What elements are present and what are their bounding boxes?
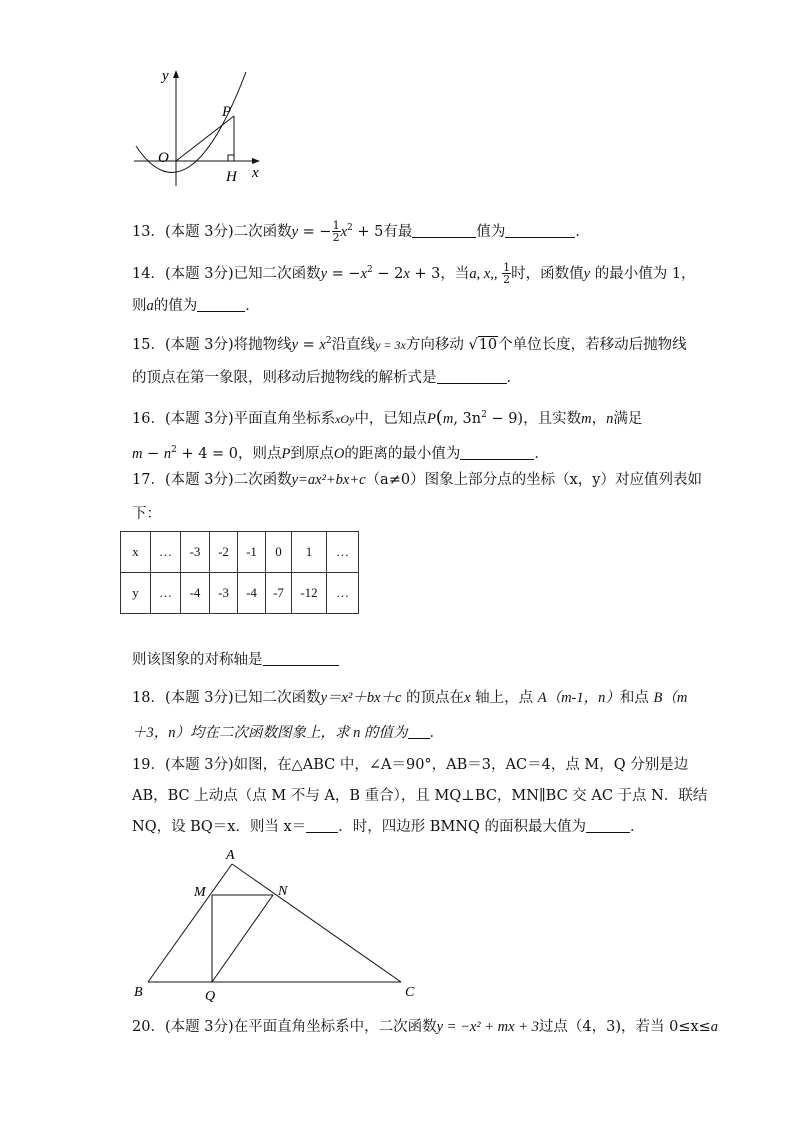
question-19-line-2: AB，BC 上动点（点 M 不与 A，B 重合），且 MQ⊥BC，MN∥BC 交 AC 于点 N．联结 bbox=[132, 788, 708, 804]
question-13: 13．(本题 3分)二次函数y = − $\frac{1}{2}$ $x^2 + 5$有最 值为 ． bbox=[132, 219, 590, 245]
value-table bbox=[120, 531, 359, 614]
table-cell: x bbox=[121, 532, 151, 573]
parabola-curve bbox=[136, 72, 246, 172]
label-a: A bbox=[226, 848, 235, 863]
label-m: M bbox=[194, 885, 206, 900]
table-cell: -4 bbox=[238, 573, 266, 614]
label-b: B bbox=[134, 985, 143, 1000]
x-axis-arrow bbox=[252, 158, 260, 164]
segment-op bbox=[176, 116, 234, 161]
table-cell: … bbox=[151, 573, 181, 614]
label-y: y bbox=[162, 68, 169, 84]
question-19-line-3: NQ，设 BQ＝x．则当 x＝ ．时，四边形 BMNQ 的面积最大值为 ． bbox=[132, 819, 645, 835]
label-q: Q bbox=[205, 989, 216, 1004]
question-14-line-1: 14．(本题 3分)已知二次函数$y = -x^2 - 2x + 3$，当a, x,, $\frac{1}{2}$ 时，函数值y 的最小值为 1， bbox=[132, 261, 696, 287]
question-14-line-2: 则a的值为 ． bbox=[132, 298, 260, 314]
label-x: x bbox=[252, 165, 259, 181]
fraction-half: $\frac{1}{2}$ bbox=[332, 219, 340, 245]
fraction-half: $\frac{1}{2}$ bbox=[503, 261, 511, 287]
table-row bbox=[121, 532, 359, 573]
edge-ac bbox=[232, 864, 401, 982]
question-16-line-2: $m - n^2 + 4 = 0$，则点P到原点O的距离的最小值为 ． bbox=[132, 445, 549, 462]
segment-nq bbox=[212, 895, 273, 982]
question-20: 20．(本题 3分)在平面直角坐标系中，二次函数y = −x² + mx + 3过点（4，3)，若当 0≤x≤a bbox=[132, 1019, 719, 1035]
table-cell: 1 bbox=[292, 532, 327, 573]
answer-blank[interactable] bbox=[505, 223, 575, 238]
table-cell: -4 bbox=[181, 573, 210, 614]
question-17-after: 则该图象的对称轴是 bbox=[132, 650, 339, 670]
parabola-figure bbox=[128, 64, 268, 194]
right-angle-mark bbox=[228, 155, 234, 161]
table-cell: -12 bbox=[292, 573, 327, 614]
table-cell: 0 bbox=[266, 532, 292, 573]
answer-blank[interactable] bbox=[197, 297, 245, 312]
table-cell: … bbox=[151, 532, 181, 573]
answer-blank[interactable] bbox=[263, 651, 339, 666]
table-cell: … bbox=[327, 532, 359, 573]
question-17-line-2: 下： bbox=[132, 506, 161, 522]
table-cell: … bbox=[327, 573, 359, 614]
question-15-line-1: 15．(本题 3分)将抛物线$y = x^2$沿直线y = 3x方向移动 √10个单位长度，若移动后抛物线 bbox=[132, 336, 687, 353]
question-18-line-2: ＋3，n）均在二次函数图象上，求 n 的值为 ． bbox=[132, 725, 444, 741]
edge-ab bbox=[148, 864, 232, 982]
answer-blank[interactable] bbox=[586, 818, 630, 833]
table-cell: -3 bbox=[210, 573, 238, 614]
triangle-figure bbox=[128, 845, 428, 1005]
table-cell: -1 bbox=[238, 532, 266, 573]
y-axis-arrow bbox=[173, 70, 179, 78]
label-p: P bbox=[222, 104, 232, 120]
question-19-line-1: 19．(本题 3分)如图，在△ABC 中，∠A＝90°，AB＝3，AC＝4，点 M，Q 分别是边 bbox=[132, 757, 689, 773]
answer-blank[interactable] bbox=[306, 818, 338, 833]
question-16-line-1: 16．(本题 3分)平面直角坐标系xOy中，已知点P(m, $3n^2 - 9$)，且实数m，n满足 bbox=[132, 406, 643, 428]
answer-blank[interactable] bbox=[460, 445, 534, 460]
label-c: C bbox=[405, 985, 415, 1000]
label-h: H bbox=[226, 169, 237, 185]
table-row bbox=[121, 573, 359, 614]
question-15-line-2: 的顶点在第一象限，则移动后抛物线的解析式是 ． bbox=[132, 370, 521, 386]
answer-blank[interactable] bbox=[437, 369, 507, 384]
table-cell: -7 bbox=[266, 573, 292, 614]
table-cell: y bbox=[121, 573, 151, 614]
label-o: O bbox=[158, 150, 169, 166]
answer-blank[interactable] bbox=[408, 724, 430, 739]
question-18-line-1: 18．(本题 3分)已知二次函数y＝x²＋bx＋c 的顶点在x 轴上，点 A（m-1，n）和点 B（m bbox=[132, 690, 688, 706]
label-n: N bbox=[278, 884, 288, 899]
answer-blank[interactable] bbox=[412, 223, 476, 238]
question-17-line-1: 17．(本题 3分)二次函数y=ax²+bx+c（a≠0）图象上部分点的坐标（x，y）对应值列表如 bbox=[132, 472, 702, 488]
table-cell: -2 bbox=[210, 532, 238, 573]
table-cell: -3 bbox=[181, 532, 210, 573]
